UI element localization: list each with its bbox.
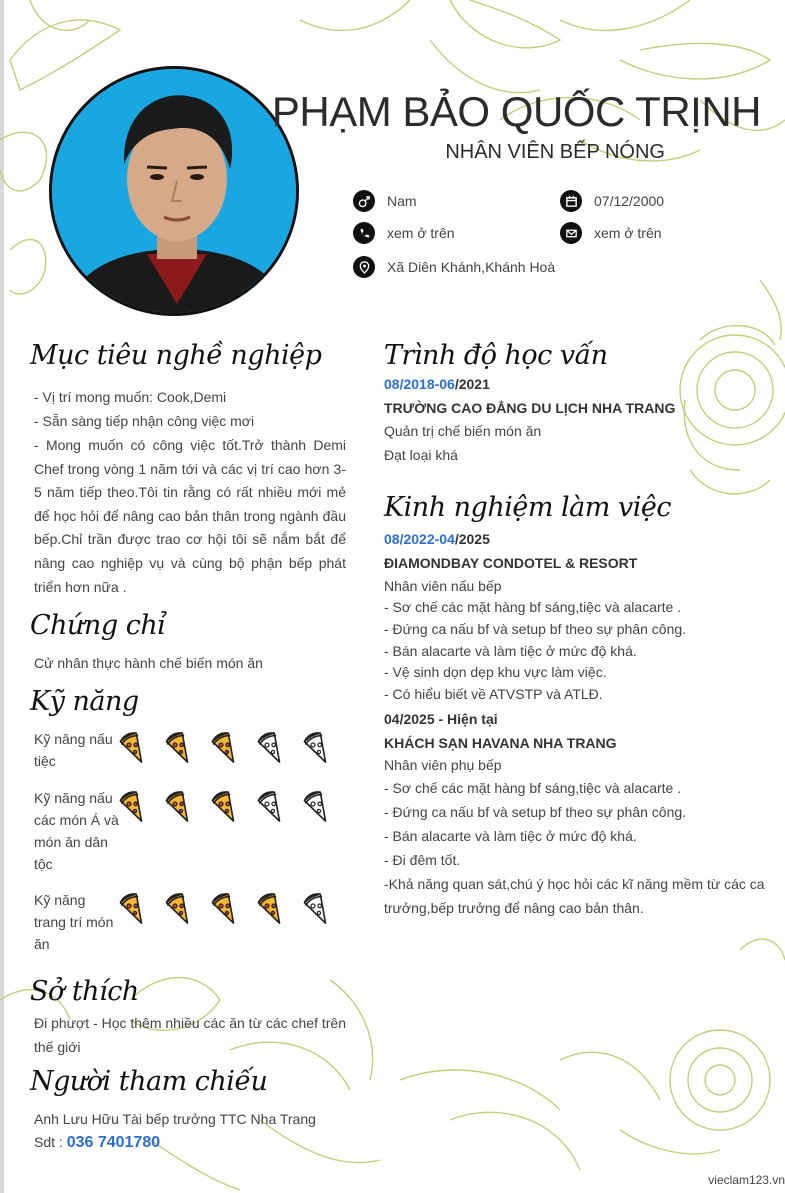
email-icon: [560, 222, 582, 244]
calendar-icon: [560, 190, 582, 212]
job-1-period-end: /2025: [454, 531, 490, 547]
pizza-slice-empty-icon: [257, 789, 287, 825]
objective-line-1: - Vị trí mong muốn: Cook,Demi: [34, 389, 227, 405]
pizza-slice-filled-icon: [165, 891, 195, 927]
task-item: - Vệ sinh dọn dẹp khu vực làm việc.: [384, 664, 607, 681]
birthday-value: 07/12/2000: [594, 193, 665, 209]
job-1-tasks: [384, 597, 774, 706]
address-value: Xã Diên Khánh,Khánh Hoà: [387, 259, 556, 275]
task-item: - Có hiểu biết về ATVSTP và ATLĐ.: [384, 686, 603, 703]
phone-value: xem ở trên: [387, 225, 455, 241]
job-2-period: 04/2025 - Hiện tại: [384, 711, 498, 727]
skill-name: Kỹ năng nấu các món Á và món ăn dân tộc: [34, 790, 119, 872]
skill-name: Kỹ năng trang trí món ăn: [34, 892, 114, 952]
job-2-company: KHÁCH SẠN HAVANA NHA TRANG: [384, 735, 617, 751]
pizza-slice-filled-icon: [119, 789, 149, 825]
task-item: - Sơ chế các mặt hàng bf sáng,tiệc và alacarte .: [384, 599, 682, 615]
certificates-heading: Chứng chỉ: [30, 610, 166, 641]
location-pin-icon: [353, 256, 375, 278]
task-item: - Đi đêm tốt.: [384, 852, 461, 868]
skill-row: [34, 728, 333, 772]
pizza-slice-empty-icon: [303, 891, 333, 927]
gender-icon: [353, 190, 375, 212]
skill-row: [34, 787, 333, 875]
gender-item: [353, 190, 417, 212]
objective-line-3: - Mong muốn có công việc tốt.Trở thành Demi Chef trong vòng 1 năm tới và các vị trí cao hơn 3-5 năm tiếp theo.Tôi tin rằng có rất nhiều mới mẻ để học hỏi để nâng cao bản thân trong ngành đầu bếp.Chỉ trần được trao cơ hội tôi sẽ nắm bắt để nâng cao nghiệp vụ và cùng bộ phận bếp phát triển hơn nữa .: [34, 437, 346, 595]
pizza-slice-filled-icon: [211, 789, 241, 825]
gender-value: Nam: [387, 193, 417, 209]
pizza-slice-filled-icon: [165, 789, 195, 825]
certificate-item: Cử nhân thực hành chế biến món ăn: [34, 655, 263, 671]
skill-rating: [119, 789, 333, 875]
pizza-slice-filled-icon: [119, 730, 149, 766]
job-title: NHÂN VIÊN BẾP NÓNG: [445, 141, 665, 163]
references-heading: Người tham chiếu: [30, 1066, 268, 1097]
skill-rating: [119, 730, 333, 772]
education-major: Quản trị chế biến món ăn: [384, 423, 542, 439]
reference-person: Anh Lưu Hữu Tài bếp trưởng TTC Nha Trang: [34, 1111, 316, 1127]
hobbies-heading: Sở thích: [30, 976, 139, 1007]
education-school: TRƯỜNG CAO ĐẲNG DU LỊCH NHA TRANG: [384, 400, 676, 416]
education-grade: Đạt loại khá: [384, 447, 458, 463]
pizza-slice-empty-icon: [257, 730, 287, 766]
job-2-tasks: [384, 776, 770, 920]
pizza-slice-filled-icon: [211, 730, 241, 766]
candidate-name: PHẠM BẢO QUỐC TRỊNH: [271, 88, 761, 135]
objective-line-2: - Sẵn sàng tiếp nhận công việc mơi: [34, 413, 255, 429]
task-item: - Sơ chế các mặt hàng bf sáng,tiệc và alacarte .: [384, 780, 682, 796]
skill-name: Kỹ năng nấu tiệc: [34, 731, 113, 769]
task-item: - Bán alacarte và làm tiệc ở mức độ khá.: [384, 642, 637, 659]
avatar: [52, 69, 299, 316]
task-item: - Đứng ca nấu bf và setup bf theo sự phân công.: [384, 804, 687, 820]
page-edge: [0, 0, 4, 1193]
job-1-role: Nhân viên nấu bếp: [384, 578, 502, 594]
watermark: vieclam123.vn: [708, 1173, 785, 1187]
address-item: [353, 256, 555, 278]
task-item: - Bán alacarte và làm tiệc ở mức độ khá.: [384, 828, 637, 844]
pizza-slice-empty-icon: [303, 730, 333, 766]
pizza-slice-filled-icon: [165, 730, 195, 766]
email-item: [560, 222, 662, 244]
skills-heading: Kỹ năng: [30, 686, 139, 717]
job-1-company: ĐIAMONDBAY CONDOTEL & RESORT: [384, 555, 638, 571]
reference-phone-line: [34, 1131, 364, 1155]
reference-phone[interactable]: 036 7401780: [66, 1134, 161, 1151]
job-1-period: [384, 528, 490, 552]
education-heading: Trình độ học vấn: [384, 340, 608, 371]
pizza-slice-filled-icon: [119, 891, 149, 927]
experience-heading: Kinh nghiệm làm việc: [384, 492, 671, 523]
job-2-role: Nhân viên phụ bếp: [384, 757, 502, 773]
skill-rating: [119, 891, 333, 955]
pizza-slice-filled-icon: [257, 891, 287, 927]
objective-heading: Mục tiêu nghề nghiệp: [30, 340, 322, 371]
hobbies-text: Đi phượt - Học thêm nhiều các ăn từ các chef trên thế giới: [34, 1015, 346, 1055]
profile-photo: [49, 66, 299, 316]
email-value: xem ở trên: [594, 225, 662, 241]
reference-phone-label: Sdt :: [34, 1134, 63, 1150]
education-period: [384, 373, 490, 397]
phone-icon: [353, 222, 375, 244]
birthday-item: [560, 190, 664, 212]
phone-item: [353, 222, 455, 244]
task-item: -Khả năng quan sát,chú ý học hỏi các kĩ năng mềm từ các ca trưởng,bếp trưởng để nâng cao bản thân.: [384, 876, 765, 916]
task-item: - Đứng ca nấu bf và setup bf theo sự phân công.: [384, 620, 687, 637]
skill-row: [34, 889, 333, 955]
pizza-slice-filled-icon: [211, 891, 241, 927]
job-1-period-start: 08/2022-04: [384, 531, 455, 547]
education-period-start: 08/2018-06: [384, 376, 455, 392]
pizza-slice-empty-icon: [303, 789, 333, 825]
education-period-end: /2021: [454, 376, 490, 392]
